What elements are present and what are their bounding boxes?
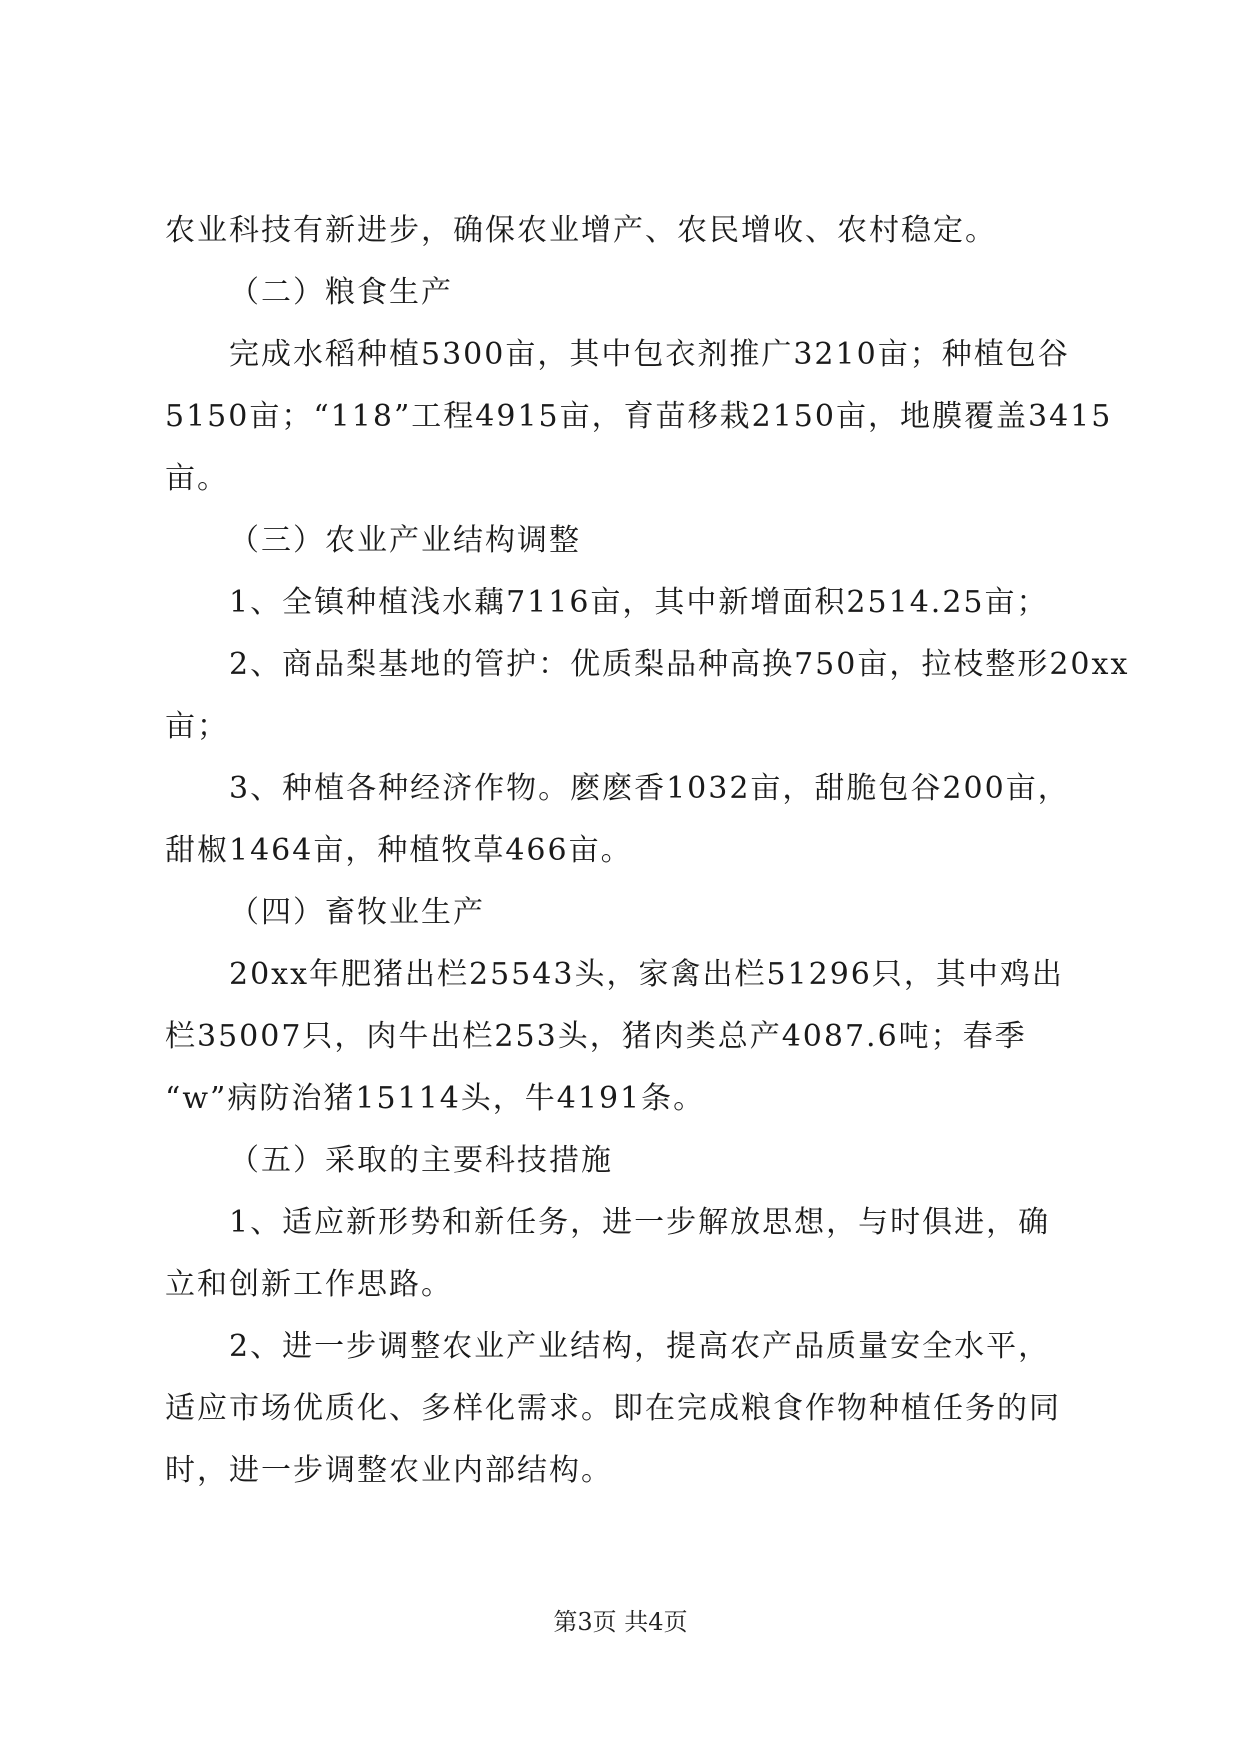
paragraph-line: 3、种植各种经济作物。麽麽香1032亩，甜脆包谷200亩，	[229, 771, 1070, 806]
paragraph-line: 20xx年肥猪出栏25543头，家禽出栏51296只，其中鸡出	[229, 957, 1064, 992]
paragraph-line: 2、进一步调整农业产业结构，提高农产品质量安全水平，	[229, 1329, 1051, 1364]
page-number-footer: 第3页 共4页	[553, 1608, 688, 1636]
document-body	[165, 200, 1130, 1502]
paragraph-line: “w”病防治猪15114头，牛4191条。	[165, 1081, 706, 1116]
paragraph-line: 完成水稻种植5300亩，其中包衣剂推广3210亩；种植包谷	[229, 337, 1070, 372]
section-heading: （五）采取的主要科技措施	[229, 1143, 613, 1178]
paragraph-line: 甜椒1464亩，种植牧草466亩。	[165, 833, 633, 868]
paragraph-line: 2、商品梨基地的管护：优质梨品种高换750亩，拉枝整形20xx	[229, 647, 1130, 682]
paragraph-line: 时，进一步调整农业内部结构。	[165, 1453, 613, 1488]
section-heading: （二）粮食生产	[229, 275, 453, 310]
paragraph-line: 栏35007只，肉牛出栏253头，猪肉类总产4087.6吨；春季	[165, 1019, 1027, 1054]
paragraph-line: 1、全镇种植浅水藕7116亩，其中新增面积2514.25亩；	[229, 585, 1049, 620]
paragraph-line: 农业科技有新进步，确保农业增产、农民增收、农村稳定。	[165, 213, 997, 248]
paragraph-line: 5150亩；“118”工程4915亩，育苗移栽2150亩，地膜覆盖3415	[165, 399, 1113, 434]
paragraph-line: 立和创新工作思路。	[165, 1267, 453, 1302]
paragraph-line: 亩；	[165, 709, 229, 744]
paragraph-line: 适应市场优质化、多样化需求。即在完成粮食作物种植任务的同	[165, 1391, 1061, 1426]
paragraph-line: 亩。	[165, 461, 229, 496]
paragraph-line: 1、适应新形势和新任务，进一步解放思想，与时俱进，确	[229, 1205, 1051, 1240]
section-heading: （三）农业产业结构调整	[229, 523, 581, 558]
section-heading: （四）畜牧业生产	[229, 895, 485, 930]
